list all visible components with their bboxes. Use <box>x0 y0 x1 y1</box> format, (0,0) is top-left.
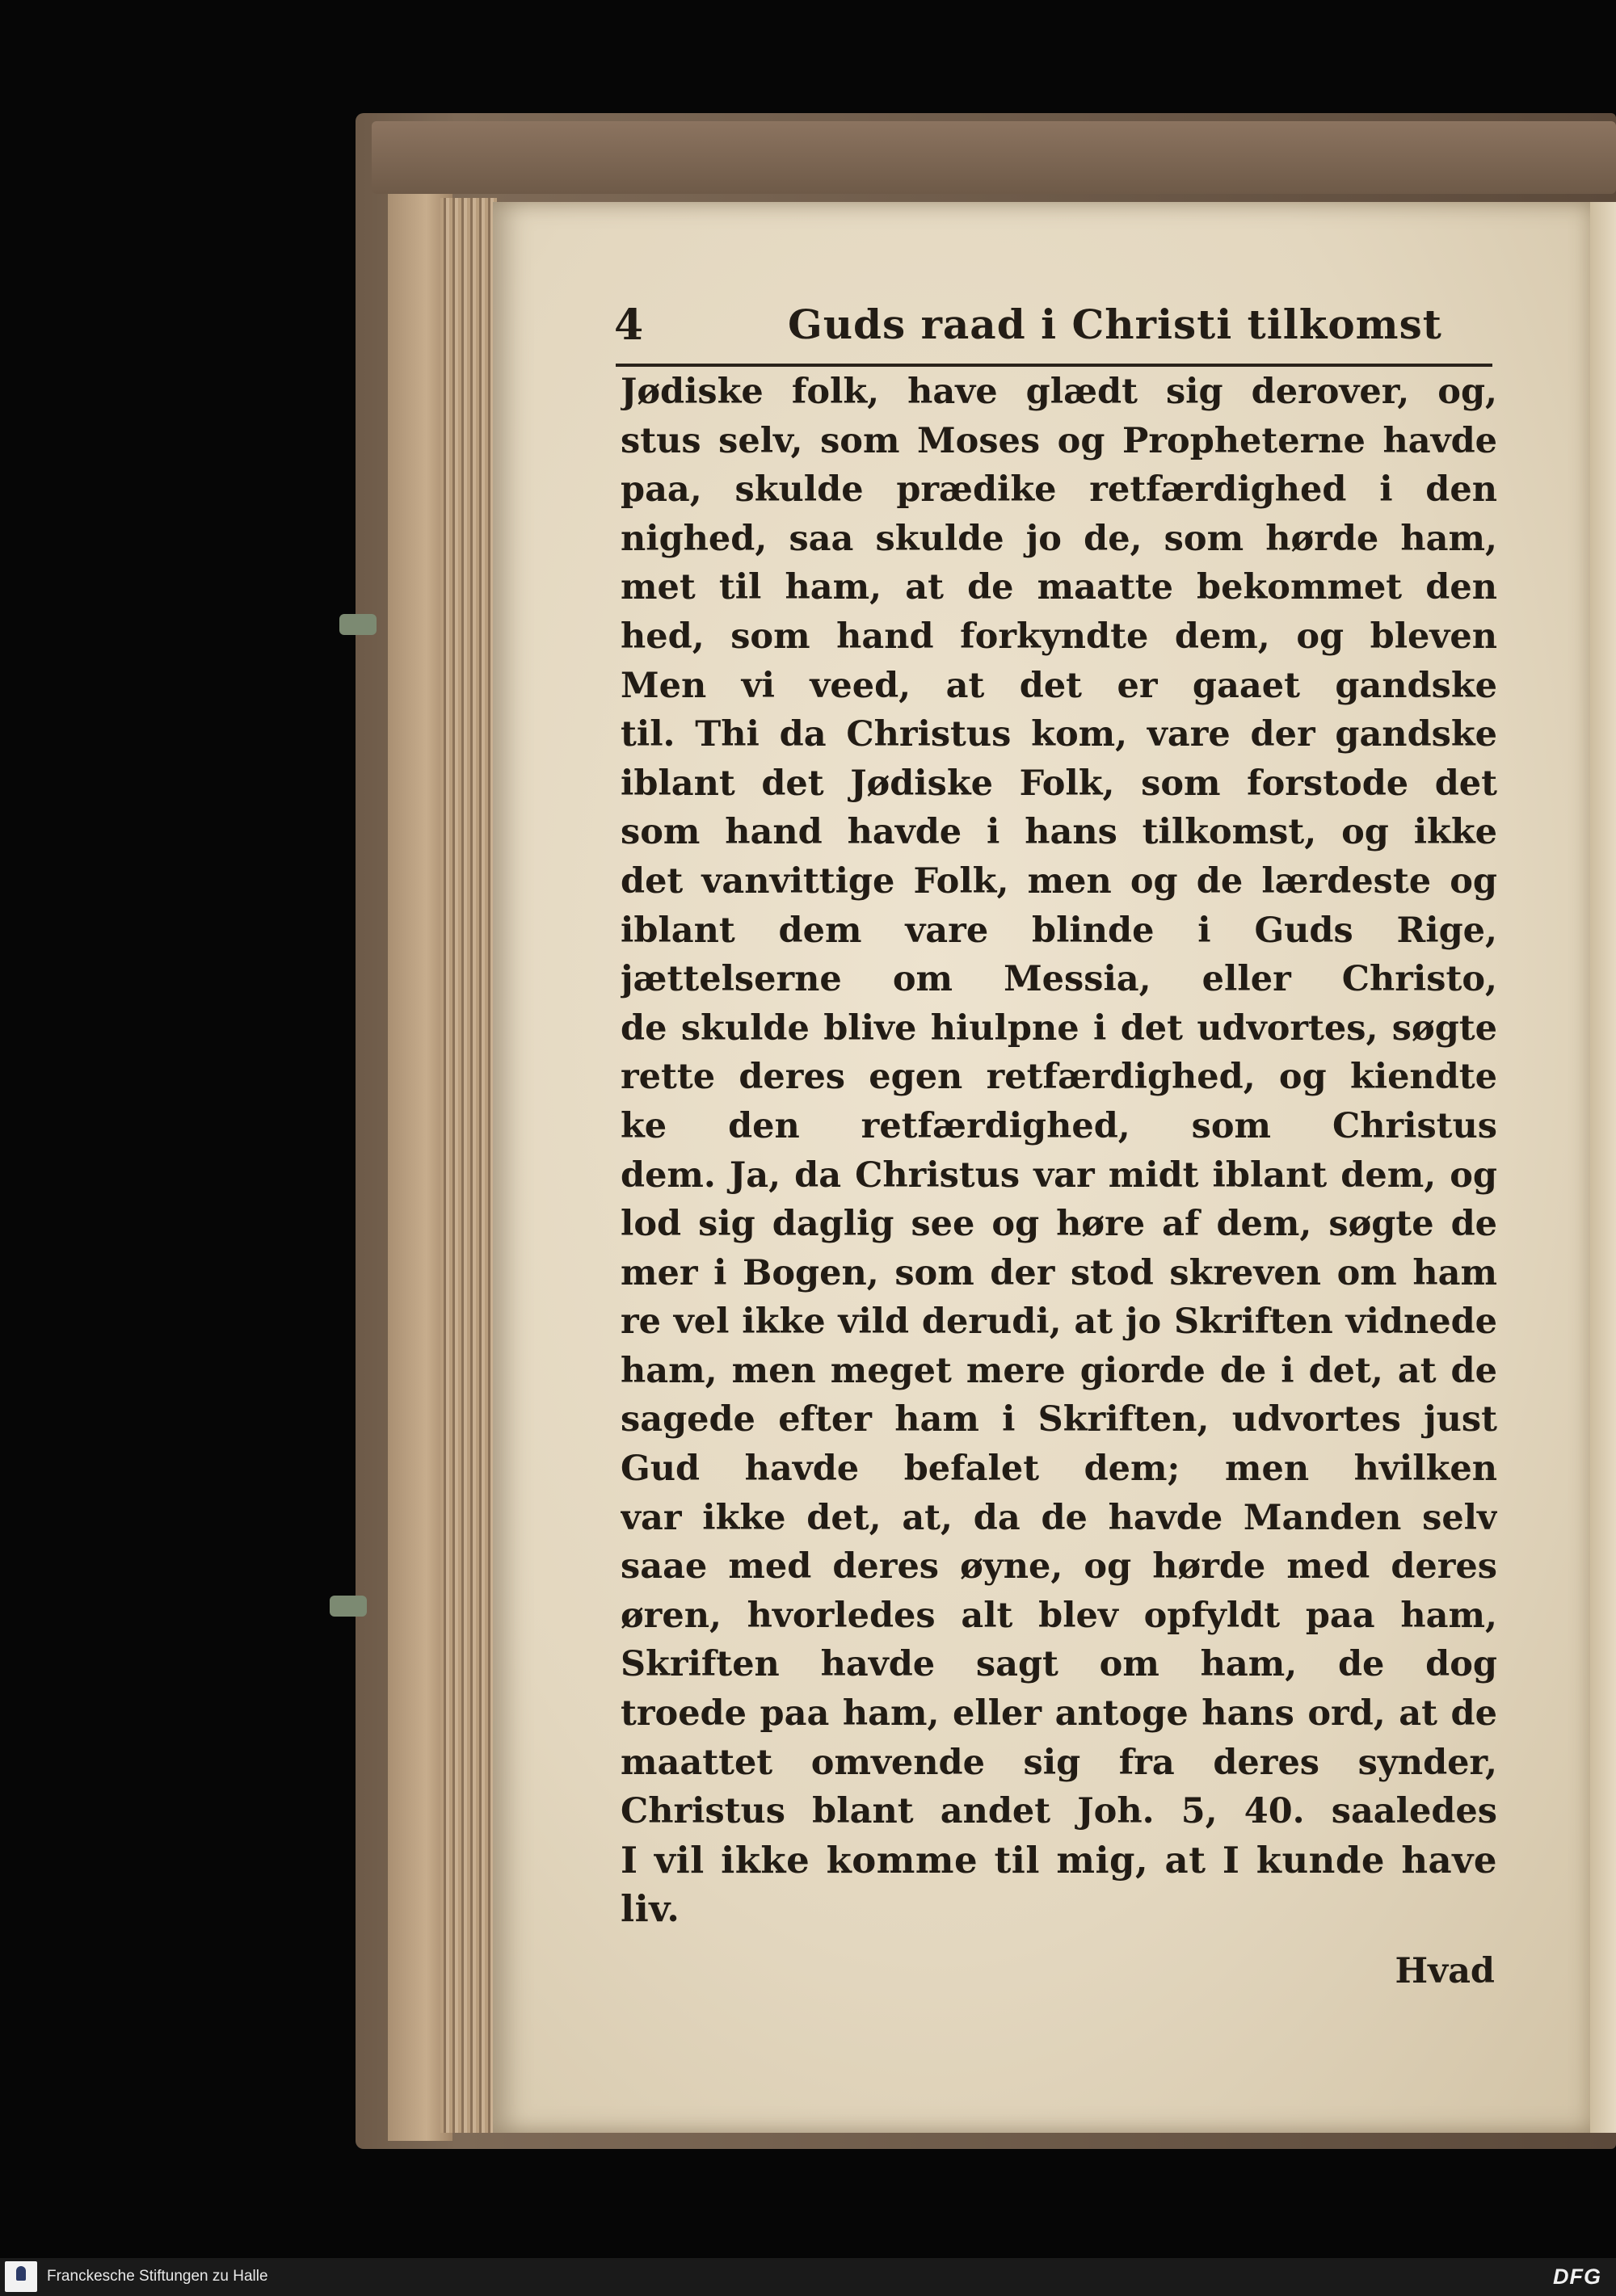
running-title: Guds raad i Christi tilkomst <box>788 301 1442 348</box>
text-line: maattet omvende sig fra deres synder, <box>621 1742 1497 1783</box>
text-line: dem. Ja, da Christus var midt iblant dem, og <box>621 1154 1497 1196</box>
text-line: jættelserne om Messia, eller Christo, <box>621 959 1497 1000</box>
text-line: øren, hvorledes alt blev opfyldt paa ham, <box>621 1595 1497 1636</box>
text-line: met til ham, at de maatte bekommet den <box>621 567 1497 608</box>
clasp-upper <box>339 614 377 635</box>
text-line: paa, skulde prædike retfærdighed i den <box>621 469 1497 511</box>
catchword: Hvad <box>1395 1951 1495 1991</box>
text-line: troede paa ham, eller antoge hans ord, at de <box>621 1693 1497 1735</box>
header-rule <box>616 364 1492 367</box>
text-line: til. Thi da Christus kom, vare der gandske <box>621 714 1497 755</box>
text-line: rette deres egen retfærdighed, og kiendte <box>621 1057 1497 1098</box>
institution-logo-icon <box>5 2261 37 2292</box>
footer-bar <box>0 2258 1616 2296</box>
facing-page-edge <box>1590 202 1616 2133</box>
page-edges <box>440 198 497 2133</box>
book-cover-top-edge <box>372 121 1616 194</box>
text-line: Jødiske folk, have glædt sig derover, og, <box>621 372 1497 412</box>
text-line: som hand havde i hans tilkomst, og ikke <box>621 812 1497 853</box>
text-line: Skriften havde sagt om ham, de dog <box>621 1644 1497 1685</box>
text-line: var ikke det, at, da de havde Manden selv <box>621 1497 1497 1538</box>
clasp-lower <box>330 1596 367 1617</box>
text-line: mer i Bogen, som der stod skreven om ham <box>621 1252 1497 1293</box>
footer-credit: Franckesche Stiftungen zu Halle <box>47 2268 268 2285</box>
text-line: re vel ikke vild derudi, at jo Skriften vidnede <box>621 1301 1497 1343</box>
page-header <box>614 301 1495 357</box>
text-line: I vil ikke komme til mig, at I kunde have <box>621 1838 1497 1882</box>
text-line: nighed, saa skulde jo de, som hørde ham, <box>621 518 1497 559</box>
body-text <box>621 368 1497 1934</box>
text-line: sagede efter ham i Skriften, udvortes just <box>621 1399 1497 1440</box>
text-line: liv. <box>621 1887 680 1931</box>
dfg-logo: DFG <box>1553 2264 1601 2289</box>
page-number: 4 <box>614 301 644 350</box>
text-line: Gud havde befalet dem; men hvilken <box>621 1449 1497 1490</box>
text-line: Men vi veed, at det er gaaet gandske <box>621 665 1497 706</box>
text-line: ham, men meget mere giorde de i det, at de <box>621 1350 1497 1391</box>
text-line: saae med deres øyne, og hørde med deres <box>621 1546 1497 1587</box>
text-line: stus selv, som Moses og Propheterne havde <box>621 420 1497 461</box>
text-line: de skulde blive hiulpne i det udvortes, søgte <box>621 1007 1497 1049</box>
text-line: lod sig daglig see og høre af dem, søgte de <box>621 1204 1497 1245</box>
text-line: det vanvittige Folk, men og de lærdeste og <box>621 860 1497 902</box>
text-line: iblant det Jødiske Folk, som forstode det <box>621 763 1497 804</box>
text-line: ke den retfærdighed, som Christus <box>621 1105 1497 1146</box>
text-line: hed, som hand forkyndte dem, og bleven <box>621 616 1497 657</box>
text-line: Christus blant andet Joh. 5, 40. saaledes <box>621 1791 1497 1832</box>
text-line: iblant dem vare blinde i Guds Rige, <box>621 910 1497 951</box>
